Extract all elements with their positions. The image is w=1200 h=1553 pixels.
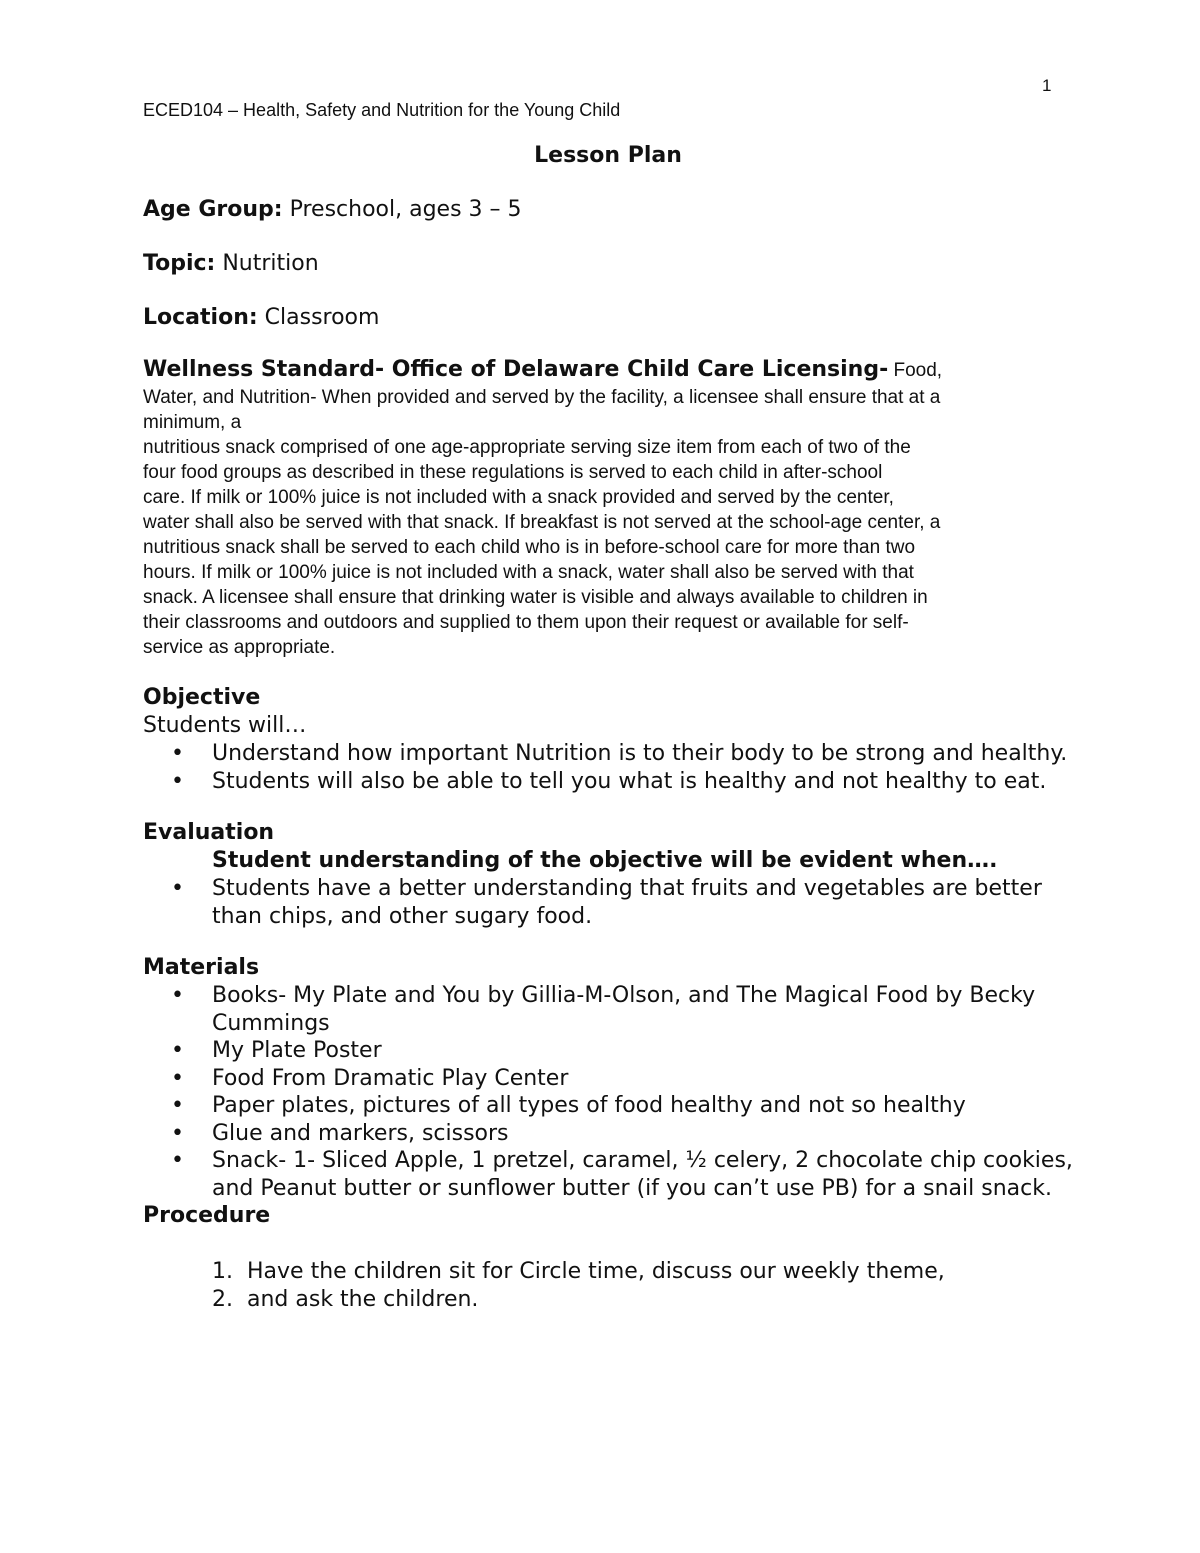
wellness-standard-heading	[143, 356, 1073, 385]
wellness-line: service as appropriate.	[143, 637, 336, 658]
step-number: 1.	[212, 1259, 233, 1284]
wellness-standard-lead: Food,	[888, 360, 943, 381]
wellness-line: four food groups as described in these regulations is served to each child in after-school	[143, 462, 883, 483]
materials-item: • My Plate Poster	[143, 1037, 1073, 1065]
wellness-line: snack. A licensee shall ensure that drinking water is visible and always available to children in	[143, 587, 928, 608]
page-title: Lesson Plan	[534, 143, 682, 168]
wellness-line: nutritious snack shall be served to each child who is in before-school care for more than two	[143, 537, 916, 558]
step-number: 2.	[212, 1287, 233, 1312]
materials-item: • Books- My Plate and You by Gillia-M-Olson, and The Magical Food by Becky Cummings	[143, 982, 1073, 1037]
location-line	[143, 302, 1073, 334]
wellness-line: hours. If milk or 100% juice is not included with a snack, water shall also be served with that	[143, 562, 914, 583]
age-group-value: Preschool, ages 3 – 5	[282, 197, 522, 222]
topic-line	[143, 248, 1073, 280]
procedure-list	[143, 1258, 1073, 1314]
objective-heading: Objective	[143, 685, 261, 710]
wellness-line: minimum, a	[143, 412, 242, 433]
age-group-label: Age Group:	[143, 197, 283, 222]
running-header: ECED104 – Health, Safety and Nutrition for the Young Child	[143, 100, 621, 120]
wellness-line: Water, and Nutrition- When provided and served by the facility, a licensee shall ensure that at a	[143, 387, 941, 408]
procedure-step	[143, 1286, 1073, 1314]
objective-list	[143, 740, 1073, 795]
materials-item: • Paper plates, pictures of all types of food healthy and not so healthy	[143, 1092, 1073, 1120]
evaluation-intro: Student understanding of the objective will be evident when….	[212, 848, 998, 873]
materials-item: • Glue and markers, scissors	[143, 1120, 1073, 1148]
evaluation-heading: Evaluation	[143, 820, 275, 845]
procedure-step	[143, 1258, 1073, 1286]
materials-item: • Food From Dramatic Play Center	[143, 1065, 1073, 1093]
wellness-line: water shall also be served with that snack. If breakfast is not served at the school-age center, a	[143, 512, 941, 533]
topic-label: Topic:	[143, 251, 216, 276]
step-text: and ask the children.	[247, 1287, 479, 1312]
objective-item: • Students will also be able to tell you what is healthy and not healthy to eat.	[143, 768, 1073, 796]
wellness-line: care. If milk or 100% juice is not included with a snack provided and served by the center,	[143, 487, 894, 508]
materials-list	[143, 982, 1073, 1202]
location-label: Location:	[143, 305, 258, 330]
evaluation-item: • Students have a better understanding that fruits and vegetables are better than chips, and other sugary food.	[143, 875, 1073, 930]
objective-item: • Understand how important Nutrition is to their body to be strong and healthy.	[143, 740, 1073, 768]
procedure-heading: Procedure	[143, 1203, 271, 1228]
location-value: Classroom	[257, 305, 380, 330]
evaluation-list	[143, 875, 1073, 930]
topic-value: Nutrition	[215, 251, 319, 276]
page-number: 1	[1042, 76, 1052, 95]
objective-intro: Students will…	[143, 713, 307, 738]
age-group-line	[143, 194, 1073, 226]
step-text: Have the children sit for Circle time, discuss our weekly theme,	[247, 1259, 945, 1284]
wellness-line: their classrooms and outdoors and supplied to them upon their request or available for self-	[143, 612, 909, 633]
wellness-line: nutritious snack comprised of one age-appropriate serving size item from each of two of the	[143, 437, 911, 458]
document-body	[143, 140, 1073, 1314]
materials-heading: Materials	[143, 955, 260, 980]
materials-item: • Snack- 1- Sliced Apple, 1 pretzel, caramel, ½ celery, 2 chocolate chip cookies, and Peanut butter or sunflower butter (if you can’t use PB) for a snail snack.	[143, 1147, 1073, 1202]
wellness-standard-label: Wellness Standard- Office of Delaware Child Care Licensing-	[143, 357, 889, 382]
wellness-standard-text	[143, 385, 1053, 660]
